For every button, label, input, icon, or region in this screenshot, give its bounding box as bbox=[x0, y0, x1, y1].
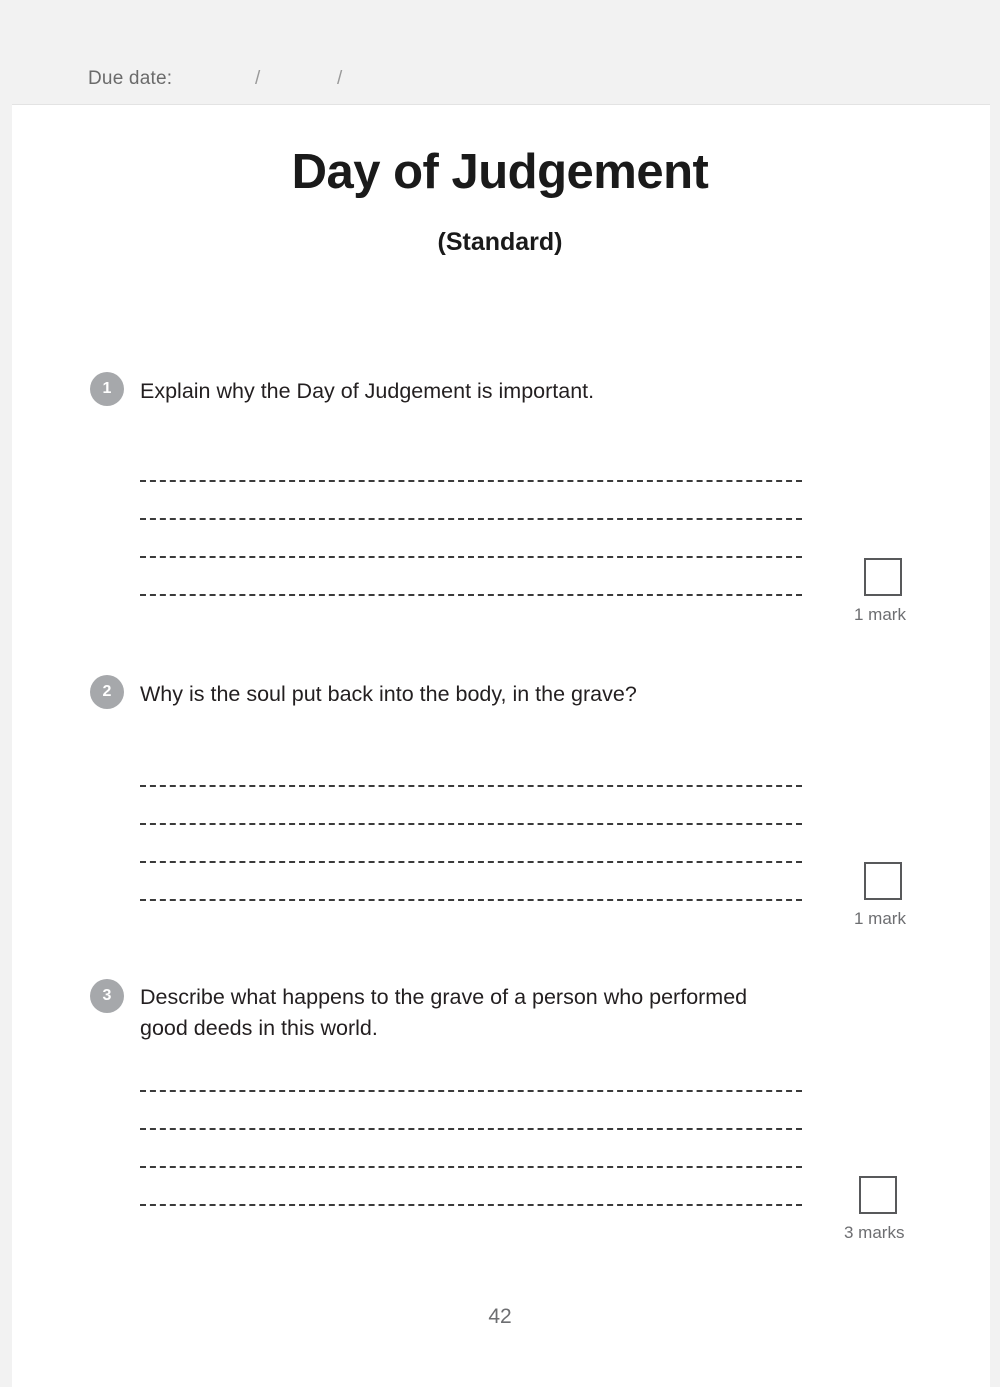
answer-line[interactable] bbox=[140, 480, 802, 482]
question-text-3: Describe what happens to the grave of a person who performed good deeds in this world. bbox=[140, 985, 748, 1041]
question-number-2: 2 bbox=[90, 675, 124, 709]
mark-checkbox-1[interactable] bbox=[864, 558, 902, 596]
due-date-separator-1: / bbox=[255, 68, 261, 89]
answer-line[interactable] bbox=[140, 594, 802, 596]
due-date-separator-2: / bbox=[337, 68, 343, 89]
question-text-1: Explain why the Day of Judgement is important. bbox=[140, 379, 595, 403]
page-title: Day of Judgement bbox=[291, 145, 709, 199]
mark-checkbox-2[interactable] bbox=[864, 862, 902, 900]
answer-line[interactable] bbox=[140, 861, 802, 863]
question-number-3: 3 bbox=[90, 979, 124, 1013]
marks-label-1: 1 mark bbox=[854, 605, 906, 624]
mark-checkbox-3[interactable] bbox=[859, 1176, 897, 1214]
page-subtitle: (Standard) bbox=[437, 228, 563, 256]
answer-line[interactable] bbox=[140, 518, 802, 520]
answer-line[interactable] bbox=[140, 785, 802, 787]
answer-line[interactable] bbox=[140, 1204, 802, 1206]
answer-line[interactable] bbox=[140, 1166, 802, 1168]
question-text-2: Why is the soul put back into the body, in the grave? bbox=[140, 682, 637, 706]
answer-line[interactable] bbox=[140, 1128, 802, 1130]
page-right-edge bbox=[990, 0, 1000, 1387]
answer-lines-2[interactable] bbox=[140, 785, 802, 901]
answer-line[interactable] bbox=[140, 1090, 802, 1092]
answer-lines-3[interactable] bbox=[140, 1090, 802, 1206]
answer-line[interactable] bbox=[140, 899, 802, 901]
page-number: 42 bbox=[488, 1305, 512, 1328]
page-left-edge bbox=[0, 0, 12, 1387]
answer-line[interactable] bbox=[140, 556, 802, 558]
answer-lines-1[interactable] bbox=[140, 480, 802, 596]
question-number-1: 1 bbox=[90, 372, 124, 406]
marks-label-2: 1 mark bbox=[854, 909, 906, 928]
answer-line[interactable] bbox=[140, 823, 802, 825]
marks-label-3: 3 marks bbox=[844, 1223, 905, 1242]
due-date-label: Due date: bbox=[88, 68, 173, 89]
